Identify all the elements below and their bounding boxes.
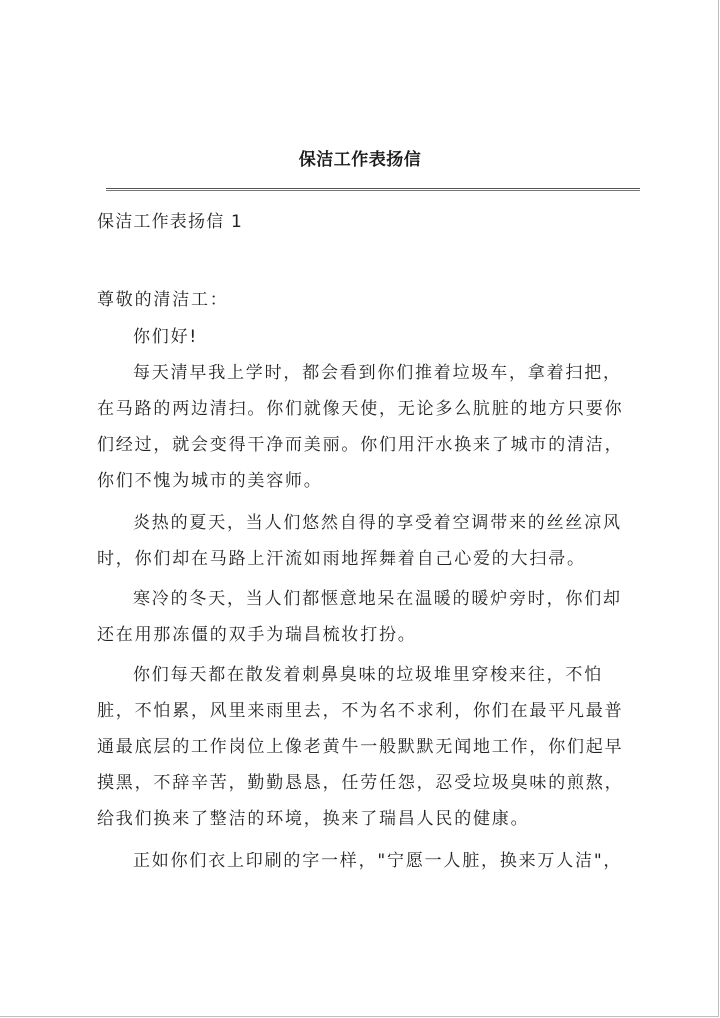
paragraph-line: 每天清早我上学时，都会看到你们推着垃圾车，拿着扫把， <box>133 363 622 383</box>
paragraph-line: 你们不愧为城市的美容师。 <box>97 471 323 491</box>
document-title: 保洁工作表扬信 <box>298 150 422 170</box>
paragraph-line: 你们好! <box>133 327 199 347</box>
paragraph-line: 通最底层的工作岗位上像老黄牛一般默默无闻地工作，你们起早 <box>97 737 624 757</box>
salutation: 尊敬的清洁工： <box>97 290 229 310</box>
paragraph-line: 还在用那冻僵的双手为瑞昌梳妆打扮。 <box>97 625 417 645</box>
paragraph-line: 寒冷的冬天，当人们都惬意地呆在温暖的暖炉旁时，你们却 <box>133 589 622 609</box>
paragraph-line: 你们每天都在散发着刺鼻臭味的垃圾堆里穿梭来往，不怕 <box>133 665 603 685</box>
section-heading: 保洁工作表扬信 1 <box>97 212 244 232</box>
paragraph-line: 给我们换来了整洁的环境，换来了瑞昌人民的健康。 <box>97 809 530 829</box>
paragraph-line: 炎热的夏天，当人们悠然自得的享受着空调带来的丝丝凉风 <box>133 513 622 533</box>
paragraph-line: 时，你们却在马路上汗流如雨地挥舞着自己心爱的大扫帚。 <box>97 549 586 569</box>
paragraph-line: 们经过，就会变得干净而美丽。你们用汗水换来了城市的清洁， <box>97 435 624 455</box>
paragraph-line: 摸黑，不辞辛苦，勤勤恳恳，任劳任怨，忍受垃圾臭味的煎熬， <box>97 773 624 793</box>
title-divider <box>106 188 640 191</box>
paragraph-line: 在马路的两边清扫。你们就像天使，无论多么肮脏的地方只要你 <box>97 399 624 419</box>
paragraph-line: 脏，不怕累，风里来雨里去，不为名不求利，你们在最平凡最普 <box>97 701 624 721</box>
paragraph-line: 正如你们衣上印刷的字一样，"宁愿一人脏，换来万人洁"， <box>133 851 623 871</box>
